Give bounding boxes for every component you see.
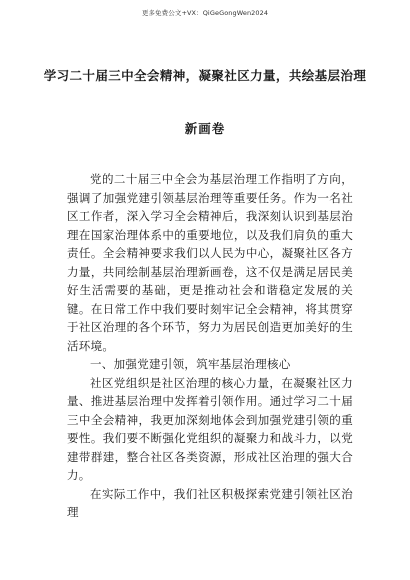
section-heading-1: 一、加强党建引领，筑牢基层治理核心 (90, 357, 291, 371)
paragraph-practice: 在实际工作中，我们社区积极探索党建引领社区治理 (67, 486, 353, 519)
document-subtitle: 新画卷 (184, 121, 226, 136)
header-note: 更多免费公文+VX：QiGeGongWen2024 (141, 9, 269, 17)
paragraph-party-building: 社区党组织是社区治理的核心力量，在凝聚社区力量、推进基层治理中发挥着引领作用。通过学习二十届三中全会精神，我更加深刻地体会到加强党建引领的重要性。我们要不断强化党组织的凝聚力和战斗力，以党建带群建，整合社区各类资源，形成社区治理的强大合力。 (67, 375, 353, 482)
document-body (67, 170, 353, 522)
document-title: 学习二十届三中全会精神，凝聚社区力量，共绘基层治理 (43, 68, 367, 83)
paragraph-intro: 党的二十届三中全会为基层治理工作指明了方向，强调了加强党建引领基层治理等重要任务。作为一名社区工作者，深入学习全会精神后，我深刻认识到基层治理在国家治理体系中的重要地位，以及我们肩负的重大责任。全会精神要求我们以人民为中心，凝聚社区各方力量，共同绘制基层治理新画卷，这不仅是满足居民美好生活需要的基础，更是推动社会和谐稳定发展的关键。在日常工作中我们要时刻牢记全会精神，将其贯穿于社区治理的各个环节，努力为居民创造更加美好的生活环境。 (67, 172, 353, 353)
